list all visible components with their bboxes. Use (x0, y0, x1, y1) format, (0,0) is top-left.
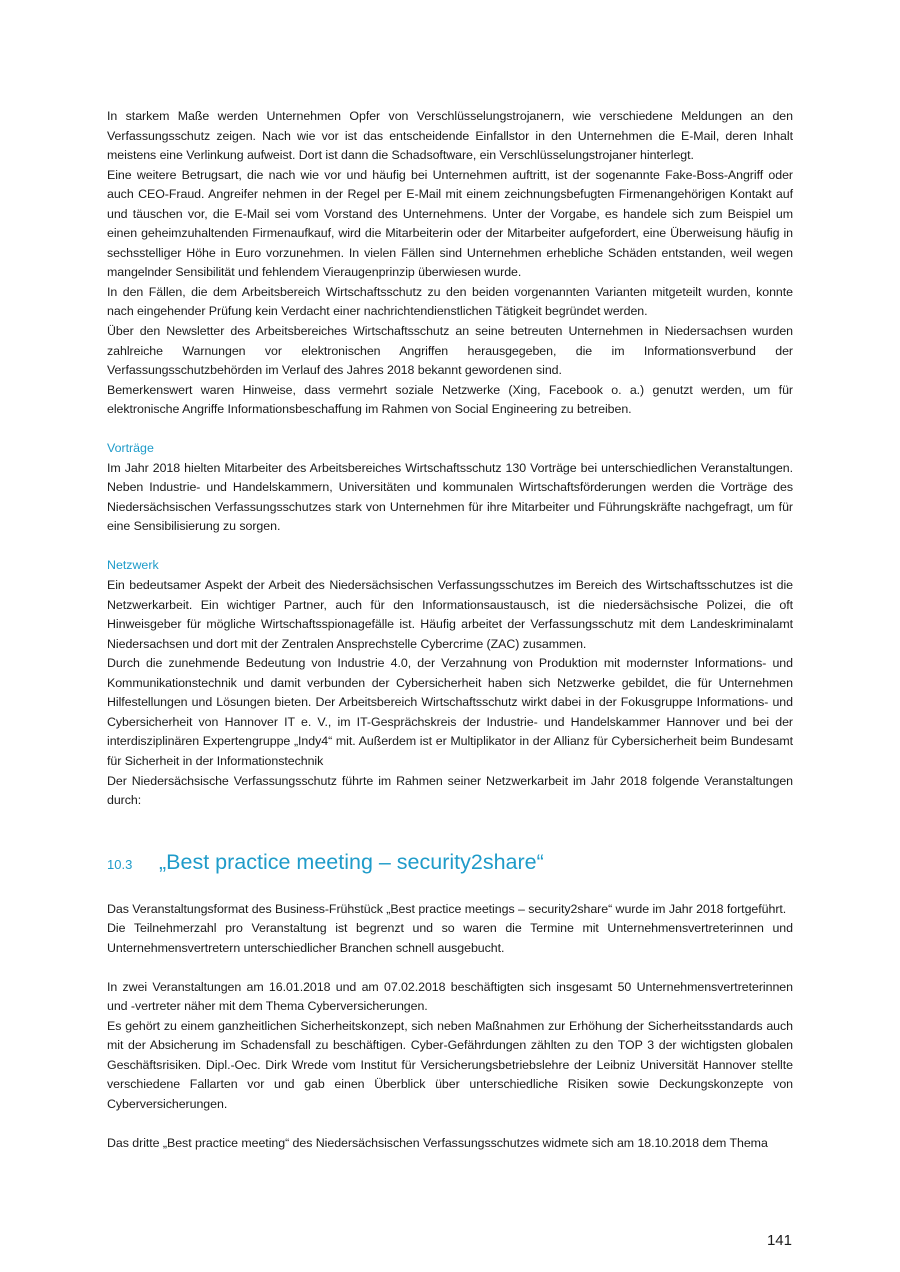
paragraph: Über den Newsletter des Arbeitsbereiches Wirtschaftsschutz an seine betreuten Unternehmen in Niedersachsen wurden zahlreiche Warnungen vor elektronischen Angriffen herausgegeben, die im Informationsverbund der Verfassungsschutzbehörden im Verlauf des Jahres 2018 bekannt gewordenen sind. (107, 324, 793, 378)
section-title: „Best practice meeting – security2share“ (159, 849, 544, 874)
paragraph: Das Veranstaltungsformat des Business-Frühstück „Best practice meetings – security2share“ wurde im Jahr 2018 fortgeführt. (107, 901, 787, 916)
paragraph: Bemerkenswert waren Hinweise, dass vermehrt soziale Netzwerke (Xing, Facebook o. a.) genutzt werden, um für elektronische Angriffe Informationsbeschaffung im Rahmen von Social Engineering zu betreiben. (107, 382, 793, 417)
netzwerk-heading: Netzwerk (107, 558, 159, 573)
paragraph: Das dritte „Best practice meeting“ des Niedersächsischen Verfassungsschutzes widmete sich am 18.10.2018 dem Thema (107, 1136, 768, 1151)
section-number: 10.3 (107, 856, 133, 872)
paragraph: Ein bedeutsamer Aspekt der Arbeit des Niedersächsischen Verfassungsschutzes im Bereich des Wirtschaftsschutzes ist die Netzwerkarbeit. Ein wichtiger Partner, auch für den Informationsaustausch, ist die niedersächsische Polizei, die oft Hinweisgeber für mögliche Wirtschaftsspionagefälle ist. Häufig arbeitet der Verfassungsschutz mit dem Landeskriminalamt Niedersachsen und dort mit der Zentralen Ansprechstelle Cybercrime (ZAC) zusammen. (107, 578, 793, 651)
page-number: 141 (766, 1232, 792, 1249)
paragraph: Der Niedersächsische Verfassungsschutz führte im Rahmen seiner Netzwerkarbeit im Jahr 2018 folgende Veranstaltungen durch: (107, 773, 793, 808)
paragraph: Im Jahr 2018 hielten Mitarbeiter des Arbeitsbereiches Wirtschaftsschutz 130 Vorträge bei unterschiedlichen Veranstaltungen. Neben Industrie- und Handelskammern, Universitäten und kommunalen Wirtschaftsförderungen werden die Vorträge des Niedersächsischen Verfassungsschutzes stark von Unternehmen für ihre Mitarbeiter und Führungskräfte nachgefragt, um für eine Sensibilisierung zu sorgen. (107, 460, 793, 534)
netzwerk-section (107, 556, 793, 810)
vortraege-heading: Vorträge (107, 441, 154, 456)
paragraph: In den Fällen, die dem Arbeitsbereich Wirtschaftsschutz zu den beiden vorgenannten Varianten mitgeteilt wurden, konnte nach eingehender Prüfung kein Verdacht einer nachrichtendienstlichen Tätigkeit begründet werden. (107, 284, 793, 319)
intro-section (107, 107, 793, 420)
paragraph: Es gehört zu einem ganzheitlichen Sicherheitskonzept, sich neben Maßnahmen zur Erhöhung der Sicherheitsstandards auch mit der Absicherung im Schadensfall zu beschäftigen. Cyber-Gefährdungen zählten zu den TOP 3 der wichtigsten globalen Geschäftsrisiken. Dipl.-Oec. Dirk Wrede vom Institut für Versicherungsbetriebslehre der Leibniz Universität Hannover stellte verschiedene Fallarten vor und gab einen Überblick über unterschiedliche Risiken sowie Deckungskonzepte von Cyberversicherungen. (107, 1018, 793, 1112)
paragraph: In starkem Maße werden Unternehmen Opfer von Verschlüsselungstrojanern, wie verschiedene Meldungen an den Verfassungsschutz zeigen. Nach wie vor ist das entscheidende Einfallstor in den Unternehmen die E-Mail, deren Inhalt meistens eine Verlinkung aufweist. Dort ist dann die Schadsoftware, ein Verschlüsselungstrojaner hinterlegt. (107, 109, 793, 163)
vortraege-section (107, 439, 793, 537)
section-heading (107, 847, 793, 877)
section-body (107, 900, 793, 1154)
document-page (107, 107, 793, 1154)
paragraph: Die Teilnehmerzahl pro Veranstaltung ist begrenzt und so waren die Termine mit Unternehmensvertreterinnen und Unternehmensvertretern unterschiedlicher Branchen schnell ausgebucht. (107, 921, 793, 955)
paragraph: In zwei Veranstaltungen am 16.01.2018 und am 07.02.2018 beschäftigten sich insgesamt 50 Unternehmensvertreterinnen und -vertreter näher mit dem Thema Cyberversicherungen. (107, 979, 793, 1014)
paragraph: Eine weitere Betrugsart, die nach wie vor und häufig bei Unternehmen auftritt, ist der sogenannte Fake-Boss-Angriff oder auch CEO-Fraud. Angreifer nehmen in der Regel per E-Mail mit einem zeichnungsbefugten Firmenangehörigen Kontakt auf und täuschen vor, die E-Mail sei vom Vorstand des Unternehmens. Unter der Vorgabe, es handele sich zum Beispiel um einen geheimzuhaltenden Firmenaufkauf, wird die Mitarbeiterin oder der Mitarbeiter aufgefordert, eine Überweisung häufig in sechsstelliger Höhe in Euro vorzunehmen. In vielen Fällen sind Unternehmen erhebliche Schäden entstanden, weil wegen mangelnder Sensibilität und fehlendem Vieraugenprinzip überwiesen wurde. (107, 167, 793, 280)
paragraph: Durch die zunehmende Bedeutung von Industrie 4.0, der Verzahnung von Produktion mit modernster Informations- und Kommunikationstechnik und damit verbunden der Cybersicherheit haben sich Netzwerke gebildet, die für Unternehmen Hilfestellungen und Lösungen bieten. Der Arbeitsbereich Wirtschaftsschutz wirkt dabei in der Fokusgruppe Informations- und Cybersicherheit von Hannover IT e. V., im IT-Gesprächskreis der Industrie- und Handelskammer Hannover und bei der interdisziplinären Expertengruppe „Indy4“ mit. Außerdem ist er Multiplikator in der Allianz für Cybersicherheit beim Bundesamt für Sicherheit in der Informationstechnik (107, 656, 793, 768)
